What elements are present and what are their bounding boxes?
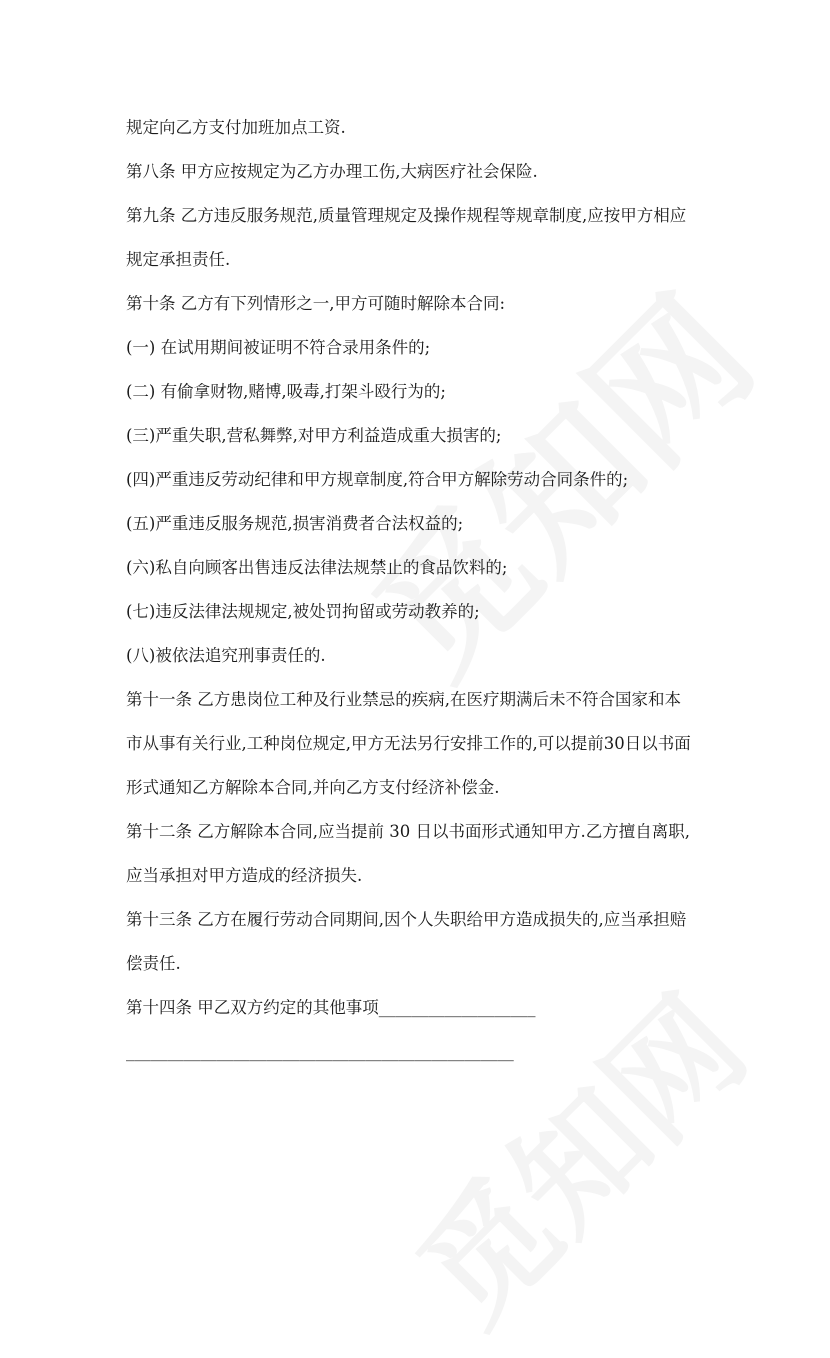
clause-11: 第十一条 乙方患岗位工种及行业禁忌的疾病,在医疗期满后未不符合国家和本: [126, 690, 681, 709]
clause-10-item-7: (七)违反法律法规规定,被处罚拘留或劳动教养的;: [126, 602, 480, 621]
clause-11-cont: 市从事有关行业,工种岗位规定,甲方无法另行安排工作的,可以提前30日以书面: [126, 734, 691, 753]
clause-12: 第十二条 乙方解除本合同,应当提前 30 日以书面形式通知甲方.乙方擅自离职,: [126, 822, 690, 841]
clause-12-cont: 应当承担对甲方造成的经济损失.: [126, 866, 363, 885]
clause-10-item-2: (二) 有偷拿财物,赌博,吸毒,打架斗殴行为的;: [126, 382, 446, 401]
clause-10-item-4: (四)严重违反劳动纪律和甲方规章制度,符合甲方解除劳动合同条件的;: [126, 470, 629, 489]
fill-in-blank-line: _______________________________________________: [126, 1042, 514, 1061]
contract-body: [126, 106, 726, 1074]
clause-11-cont: 形式通知乙方解除本合同,并向乙方支付经济补偿金.: [126, 778, 500, 797]
clause-10-item-8: (八)被依法追究刑事责任的.: [126, 646, 326, 665]
clause-10: 第十条 乙方有下列情形之一,甲方可随时解除本合同:: [126, 294, 506, 313]
paragraph-line: 规定向乙方支付加班加点工资.: [126, 118, 346, 137]
clause-10-item-5: (五)严重违反服务规范,损害消费者合法权益的;: [126, 514, 464, 533]
clause-10-item-3: (三)严重失职,营私舞弊,对甲方利益造成重大损害的;: [126, 426, 502, 445]
clause-10-item-1: (一) 在试用期间被证明不符合录用条件的;: [126, 338, 431, 357]
clause-13-cont: 偿责任.: [126, 954, 181, 973]
clause-9-cont: 规定承担责任.: [126, 250, 231, 269]
clause-9: 第九条 乙方违反服务规范,质量管理规定及操作规程等规章制度,应按甲方相应: [126, 206, 687, 225]
clause-10-item-6: (六)私自向顾客出售违反法律法规禁止的食品饮料的;: [126, 558, 508, 577]
clause-8: 第八条 甲方应按规定为乙方办理工伤,大病医疗社会保险.: [126, 162, 538, 181]
clause-14: 第十四条 甲乙双方约定的其他事项___________________: [126, 998, 536, 1017]
clause-13: 第十三条 乙方在履行劳动合同期间,因个人失职给甲方造成损失的,应当承担赔: [126, 910, 687, 929]
